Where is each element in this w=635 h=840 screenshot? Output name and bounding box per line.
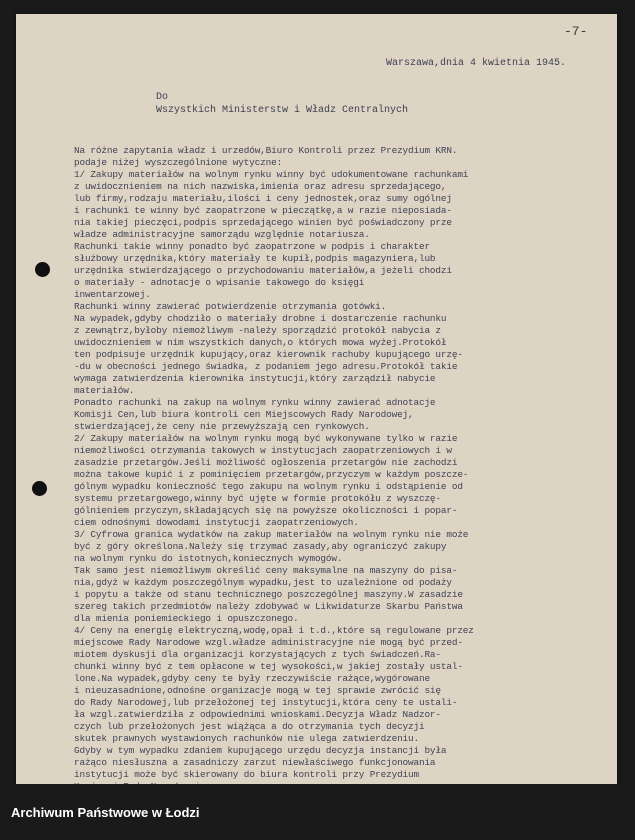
address-line: Wszystkich Ministerstw i Władz Centralnych: [156, 105, 409, 116]
body-line: Rachunki takie winny ponadto być zaopatrzone w podpis i charakter: [74, 241, 430, 252]
body-line: Komisji Cen,lub biura kontroli cen Miejscowych Rady Narodowej,: [74, 409, 414, 420]
body-line: miotem dyskusji dla organizacji korzystających z tych świadczeń.Ra-: [74, 649, 441, 660]
body-line: stwierdzającej,że ceny nie przewyższają cen rynkowych.: [74, 421, 370, 432]
date-line: Warszawa,dnia 4 kwietnia 1945.: [386, 58, 567, 69]
body-line: być z góry określona.Należy się trzymać zasady,aby ograniczyć zakupy: [74, 541, 447, 552]
body-line: dla mienia poniemieckiego i opuszczonego.: [74, 613, 299, 624]
body-line: gólnieniem przyczyn,składających się na powyższe okoliczności i popar-: [74, 505, 458, 516]
body-line: Na różne zapytania władz i urzedów,Biuro Kontroli przez Prezydium KRN.: [74, 145, 458, 156]
body-line: do Rady Narodowej,lub przełożonej tej instytucji,która ceny te ustali-: [74, 697, 458, 708]
body-line: służbowy urzędnika,który materiały te kupił,podpis magazyniera,lub: [74, 253, 436, 264]
body-line: ten podpisuje urzędnik kupujący,oraz kierownik rachuby kupującego urzę-: [74, 349, 463, 360]
body-line: lone.Na wypadek,gdyby ceny te były rzeczywiście rażące,wygórowane: [74, 673, 430, 684]
punch-hole: [32, 481, 47, 496]
body-line: inwentarzowej.: [74, 289, 151, 300]
body-line: uwidocznieniem w nim wszystkich danych,o których mowa wyżej.Protokół: [74, 337, 447, 348]
body-line: z zewnątrz,byłoby niemożliwym -należy sporządzić protokół nabycia z: [74, 325, 441, 336]
body-line: Gdyby w tym wypadku zdaniem kupującego urzędu decyzja instancji była: [74, 745, 447, 756]
body-line: i popytu a także od stanu technicznego poszczególnej maszyny.W zasadzie: [74, 589, 463, 600]
body-line: zasadzie przetargów.Jeśli możliwość ogłoszenia przetargów nie zachodzi: [74, 457, 458, 468]
body-line: i nieuzasadnione,odnośne organizacje mogą w tej sprawie zwrócić się: [74, 685, 441, 696]
body-line: Ponadto rachunki na zakup na wolnym rynku winny zawierać adnotacje: [74, 397, 436, 408]
letter-body: [74, 145, 614, 793]
body-line: podaje niżej wyszczególnione wytyczne:: [74, 157, 283, 168]
body-line: nia,gdyż w każdym poszczególnym wypadku,jest to uzależnione od podaży: [74, 577, 452, 588]
body-line: systemu przetargowego,winny być ujęte w formie protokółu z wyszczę-: [74, 493, 441, 504]
body-line: z uwidocznieniem na nich nazwiska,imienia oraz adresu sprzedającego,: [74, 181, 447, 192]
body-line: o materiały - adnotacje o wpisanie takowego do księgi: [74, 277, 365, 288]
body-line: 4/ Ceny na energię elektryczną,wodę,opał i t.d.,które są regulowane przez: [74, 625, 474, 636]
body-line: 3/ Cyfrowa granica wydatków na zakup materiałów na wolnym rynku nie może: [74, 529, 469, 540]
body-line: chunki winny być z tem opłacone w tej wysokości,w jakiej zostały ustal-: [74, 661, 463, 672]
body-line: miejscowe Rady Narodowe wzgl.władze administracyjne nie mogą być przed-: [74, 637, 463, 648]
body-line: czych lub przełożonych jest wiążąca a do otrzymania tych decyzji: [74, 721, 425, 732]
body-line: wymaga zatwierdzenia kierownika instytucji,który zarządził nabycie: [74, 373, 436, 384]
body-line: instytucji może być skierowany do biura kontroli przy Prezydium: [74, 769, 419, 780]
body-line: rażąco niesłuszna a zasadniczy zarzut niewłaściwego funkcjonowania: [74, 757, 436, 768]
body-line: niemożliwości otrzymania takowych w instytucjach zaopatrzeniowych i w: [74, 445, 452, 456]
body-line: ciem odnośnymi dowodami instytucji zaopatrzeniowych.: [74, 517, 359, 528]
body-line: materiałów.: [74, 385, 135, 396]
footer-bar: [0, 784, 635, 840]
body-line: nia takiej pieczęci,podpis sprzedającego winien być poświadczony prze: [74, 217, 452, 228]
body-line: ła wzgl.zatwierdziła z odpowiednimi wnioskami.Decyzja Władz Nadzor-: [74, 709, 441, 720]
body-line: Tak samo jest niemożliwym określić ceny maksymalne na maszyny do pisa-: [74, 565, 458, 576]
body-line: na wolnym rynku do istotnych,koniecznych wymogów.: [74, 553, 343, 564]
body-line: -du w obecności jednego świadka, z podaniem jego adresu.Protokół takie: [74, 361, 458, 372]
page-number: -7-: [564, 24, 588, 39]
body-line: szereg takich przedmiotów należy zdobywać w Likwidaturze Skarbu Państwa: [74, 601, 463, 612]
body-line: lub firmy,rodzaju materiału,ilości i ceny jednostek,oraz sumy ogólnej: [74, 193, 452, 204]
body-line: gólnym wypadku konieczność tego zakupu na wolnym rynku i odstąpienie od: [74, 481, 463, 492]
document-page: [16, 14, 617, 784]
body-line: i rachunki te winny być zaopatrzone w pieczątkę,a w razie nieposiada-: [74, 205, 452, 216]
body-line: władze administracyjne samorządu względnie notariusza.: [74, 229, 370, 240]
body-line: Rachunki winny zawierać potwierdzenie otrzymania gotówki.: [74, 301, 387, 312]
body-line: można takowe kupić i z pominięciem przetargów,przyczym w każdym poszcze-: [74, 469, 469, 480]
body-line: urzędnika stwierdzającego o przychodowaniu materiałów,a jeżeli chodzi: [74, 265, 452, 276]
body-line: skutek prawnych wystawionych rachunków nie ulega zatwierdzeniu.: [74, 733, 419, 744]
address-to: Do: [156, 92, 169, 103]
punch-hole: [35, 262, 50, 277]
body-line: Na wypadek,gdyby chodziło o materiały drobne i dostarczenie rachunku: [74, 313, 447, 324]
body-line: 2/ Zakupy materiałów na wolnym rynku mogą być wykonywane tylko w razie: [74, 433, 458, 444]
body-line: 1/ Zakupy materiałów na wolnym rynku winny być udokumentowane rachunkami: [74, 169, 469, 180]
archive-label: Archiwum Państwowe w Łodzi: [11, 805, 200, 820]
